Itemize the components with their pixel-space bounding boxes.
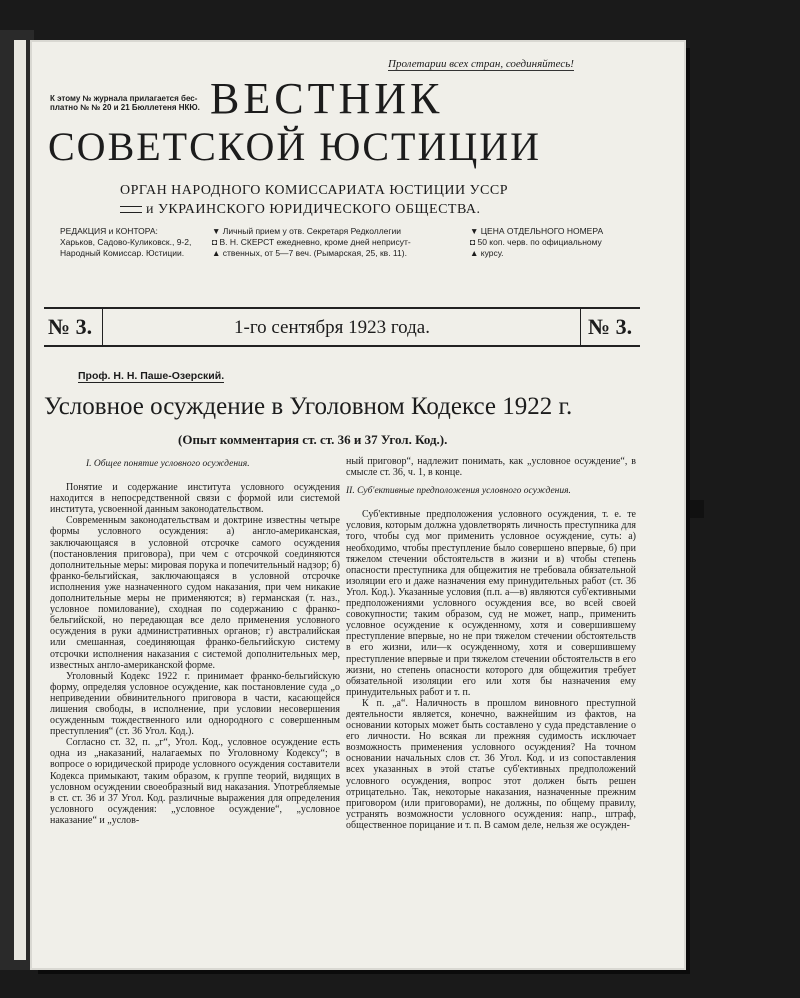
bar-divider — [102, 309, 103, 345]
editorial-address: РЕДАКЦИЯ и КОНТОРА: Харьков, Садово-Куликовск., 9-2, Народный Комиссар. Юстиции. — [60, 226, 192, 258]
article-author: Проф. Н. Н. Паше-Озерский. — [78, 370, 225, 382]
paragraph: ный приговор“, надлежит понимать, как „условное осуждение“, в смысле ст. 36, ч. 1, в конце. — [346, 456, 636, 479]
page-tab — [690, 500, 704, 518]
organ-line-1: ОРГАН НАРОДНОГО КОМИССАРИАТА ЮСТИЦИИ УССР — [120, 183, 508, 198]
rule-ornament — [120, 206, 142, 213]
paragraph: Современным законодательствам и доктрине известны четыре формы условного осуждения: а) англо-американская, заключающаяся в условной отсрочке самого осуждения (постановления приговора), при чем с отсрочкой соединяются дополнительные меры: мировая порука и попечительный надзор; б) франко-бельгийская, заключающаяся в условной отсрочке исполнения уже назначенного судом наказания, при чем никакие дополнительные меры не применяются; в) германская (т. наз., условное помилование), сходная по содержанию с франко-бельгийской, но передающая все дело применения условного осуждения в руки административных органов; г) австралийская или смешанная, соединяющая франко-бельгийскую систему отсрочки исполнения наказания с системой дополнительных мер, известных англо-американской форме. — [50, 515, 340, 671]
issue-number-left: № 3. — [48, 314, 93, 339]
paragraph: Согласно ст. 32, п. „г“, Угол. Код., условное осуждение есть одна из „наказаний, налагаемых по Уголовному Кодексу“; в вопросе о юридической природе условного осуждения составители Кодекса примыкают, таким образом, к группе теорий, видящих в условном осуждении своеобразный вид наказания. Употребляемые в ст. ст. 36 и 37 Угол. Код. различные выражения для определения условного осуждения: „условное осуждение“, „условное наказание“ и „услов- — [50, 737, 340, 826]
paragraph: Суб'ективные предположения условного осуждения, т. е. те условия, которым должна удовлетворять личность преступника для того, чтобы суд мог применить условное осуждение, суть: а) необходимо, чтобы преступление было совершено впервые, б) при тяжелом стечении обстоятельств в жизни и в) чтобы степень опасности преступника для общежития не требовала обязательной изоляции его и даже назначения ему принудительных работ (ст. 36 Угол. Код.). Указанные условия (п.п. а—в) являются суб'ективными предположениями условного осуждения все, во всей своей совокупности; таким образом, суд не может, напр., применить условное осуждение к осужденному, хотя и совершившему преступление впервые, но не при тяжелом стечении обстоятельств в его жизни, или—к осужденному, хотя и совершившему преступление впервые и при тяжелом стечении обстоятельств в его жизни, но степень опасности которого для общежития требует обязательной изоляции его или хотя бы назначения ему принудительных работ и т. п. — [346, 509, 636, 698]
organ-line-2 — [120, 202, 481, 218]
organ-line-2-text: и УКРАИНСКОГО ЮРИДИЧЕСКОГО ОБЩЕСТВА. — [146, 202, 481, 217]
section-heading-2: II. Суб'ективные предположения условного осуждения. — [346, 486, 571, 497]
column-right — [346, 456, 636, 831]
paragraph: Понятие и содержание института условного осуждения находится в непосредственной связи с формой или системой института, усвоенной данным законодательством. — [50, 482, 340, 516]
masthead-title-1: ВЕСТНИК — [210, 74, 444, 123]
column-left — [50, 456, 340, 826]
supplement-note: К этому № журнала прилагается бес- платно № № 20 и 21 Бюллетеня НКЮ. — [50, 94, 200, 112]
masthead-title-2: СОВЕТСКОЙ ЮСТИЦИИ — [48, 124, 542, 169]
motto: Пролетарии всех стран, соединяйтесь! — [388, 58, 574, 70]
reception-hours: ▼ Личный прием у отв. Секретаря Редколлегии ◘ В. Н. СКЕРСТ ежедневно, кроме дней неприсут- ▲ ственных, от 5—7 веч. (Рымарская, 25, кв. 11). — [212, 226, 411, 258]
issue-price: ▼ ЦЕНА ОТДЕЛЬНОГО НОМЕРА ◘ 50 коп. черв. по официальному ▲ курсу. — [470, 226, 604, 258]
article-title: Условное осуждение в Уголовном Кодексе 1922 г. — [44, 393, 573, 420]
issue-date: 1-го сентября 1923 года. — [234, 317, 430, 338]
section-heading-1: I. Общее понятие условного осуждения. — [86, 459, 250, 469]
article-subtitle: (Опыт комментария ст. ст. 36 и 37 Угол. Код.). — [178, 432, 448, 447]
paragraph: К п. „а“. Наличность в прошлом виновного преступной деятельности является, конечно, важнейшим из фактов, на основании которых может быть составлено у суда представление о его личности. Но всякая ли прежняя судимость исключает возможность применения условного осуждения? На точном основании начальных слов ст. 36 Угол. Код. и из сопоставления всех указанных в этой статье суб'ективных предположений условного осуждения, вопрос этот должен быть решен отрицательно. Так, некоторые наказания, назначенные прежним приговором (или приговорами), не должны, по общему правилу, устранять возможности условного осуждения: напр., штраф, общественное порицание и т. п. В самом деле, нельзя же осужден- — [346, 697, 636, 831]
binding-edge — [14, 40, 26, 960]
issue-bar — [44, 307, 640, 347]
issue-number-right: № 3. — [588, 314, 633, 339]
bar-divider — [580, 309, 581, 345]
paragraph: Уголовный Кодекс 1922 г. принимает франко-бельгийскую форму, определяя условное осуждение, как постановление суда „о неприведении обвинительного приговора в части, касающейся лишения свободы, в исполнение, при условии несовершения осужденным тождественного или однородного с совершенным преступления“ (ст. 36 Угол. Код.). — [50, 670, 340, 738]
